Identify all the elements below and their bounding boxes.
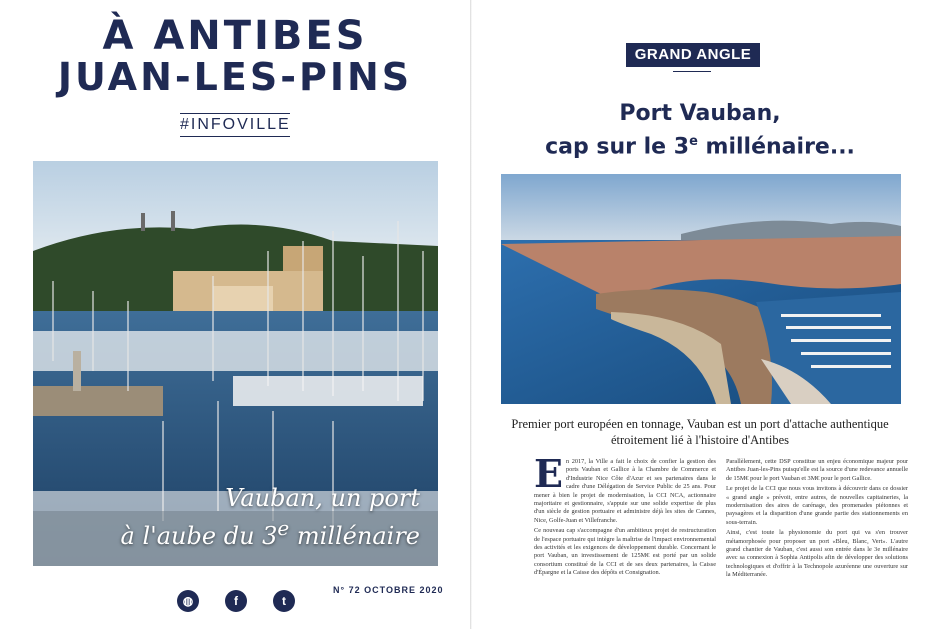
twitter-icon[interactable]: t bbox=[273, 590, 295, 612]
headline bbox=[470, 100, 930, 161]
cover-caption bbox=[120, 483, 420, 551]
column2-paragraph: Ainsi, c'est toute la physionomie du port qui va s'en trouver métamorphosée pour proposer un port «Bleu, Blanc, Vert». L'autre grand chantier de Vauban, c'est aussi son entrée dans le 3e millénaire avec sa connexion à Sophia Antipolis afin de développer des solutions technologiques et d'offrir à la Technopole azuréenne une ouverture sur la Méditerranée. bbox=[726, 529, 908, 579]
article-subtitle: Premier port européen en tonnage, Vauban est un port d'attache authentique étroitement lié à l'histoire d'Antibes bbox=[511, 417, 889, 447]
dropcap: E bbox=[534, 451, 563, 496]
masthead-line2: JUAN-LES-PINS bbox=[57, 55, 413, 99]
column1-paragraph: Ce nouveau cap s'accompagne d'un ambitieux projet de restructuration de l'espace portuaire qui intègre la maîtrise de l'impact environnemental des activités et les exigences de développement durable. Concernant le port Vauban, un investissement de 125M€ est porté par un solide consortium constitué de la CCI et de ses deux partenaires, la Caisse d'Épargne et la Caisse des dépôts et Consignation. bbox=[534, 527, 716, 577]
column2-paragraph: Parallèlement, cette DSP constitue un enjeu économique majeur pour Antibes Juan-les-Pins puisqu'elle est la source d'une redevance annuelle de 15M€ pour le port Vauban et 3M€ pour le port Gallice. bbox=[726, 458, 908, 482]
cover-caption-line2: à l'aube du 3 bbox=[120, 522, 278, 550]
cover-caption-sup: e bbox=[277, 516, 290, 540]
headline-line1: Port Vauban, bbox=[619, 101, 781, 126]
article-column-1 bbox=[534, 451, 716, 580]
cover-photo bbox=[33, 161, 438, 566]
column2-paragraph: Le projet de la CCI que nous vous invitons à découvrir dans ce dossier « grand angle » prévoit, entre autres, de nouvelles capitaineries, la modernisation des aires de carénage, des promenades piétonnes et paysagères et la disparition d'une grande partie des stationnements en sous-terrain. bbox=[726, 485, 908, 526]
article-column-2 bbox=[726, 458, 908, 582]
issue-number: N° 72 OCTOBRE 2020 bbox=[333, 585, 444, 595]
column1-paragraph: n 2017, la Ville a fait le choix de confier la gestion des ports Vauban et Gallice à la Chambre de Commerce et d'Industrie Nice Côte d'Azur et ses partenaires dans le cadre d'une Délégation de Service Public de 25 ans. Pour mener à bien le projet de modernisation, la CCI NCA, actionnaire majoritaire et gestionnaire, s'appuie sur une solide expertise de plus d'un siècle de gestion portuaire et administre déjà les sites de Cannes, Nice, Golfe-Juan et Villefranche. bbox=[534, 458, 716, 524]
headline-line2-post: millénaire... bbox=[697, 134, 855, 160]
infoville-hashtag: #INFOVILLE bbox=[180, 113, 290, 137]
globe-icon[interactable]: ◍ bbox=[177, 590, 199, 612]
cover-caption-end: millénaire bbox=[289, 522, 420, 550]
masthead-line1: À ANTIBES bbox=[102, 13, 368, 59]
cover-caption-line1: Vauban, un port bbox=[225, 484, 420, 512]
aerial-photo bbox=[501, 174, 901, 404]
page-gutter bbox=[470, 0, 472, 629]
facebook-icon[interactable]: f bbox=[225, 590, 247, 612]
section-rule bbox=[673, 71, 711, 72]
aerial-illustration bbox=[501, 174, 901, 404]
section-tag: GRAND ANGLE bbox=[626, 43, 760, 67]
headline-sup: e bbox=[689, 134, 698, 149]
headline-line2-pre: cap sur le 3 bbox=[545, 134, 690, 160]
right-page bbox=[470, 0, 930, 629]
